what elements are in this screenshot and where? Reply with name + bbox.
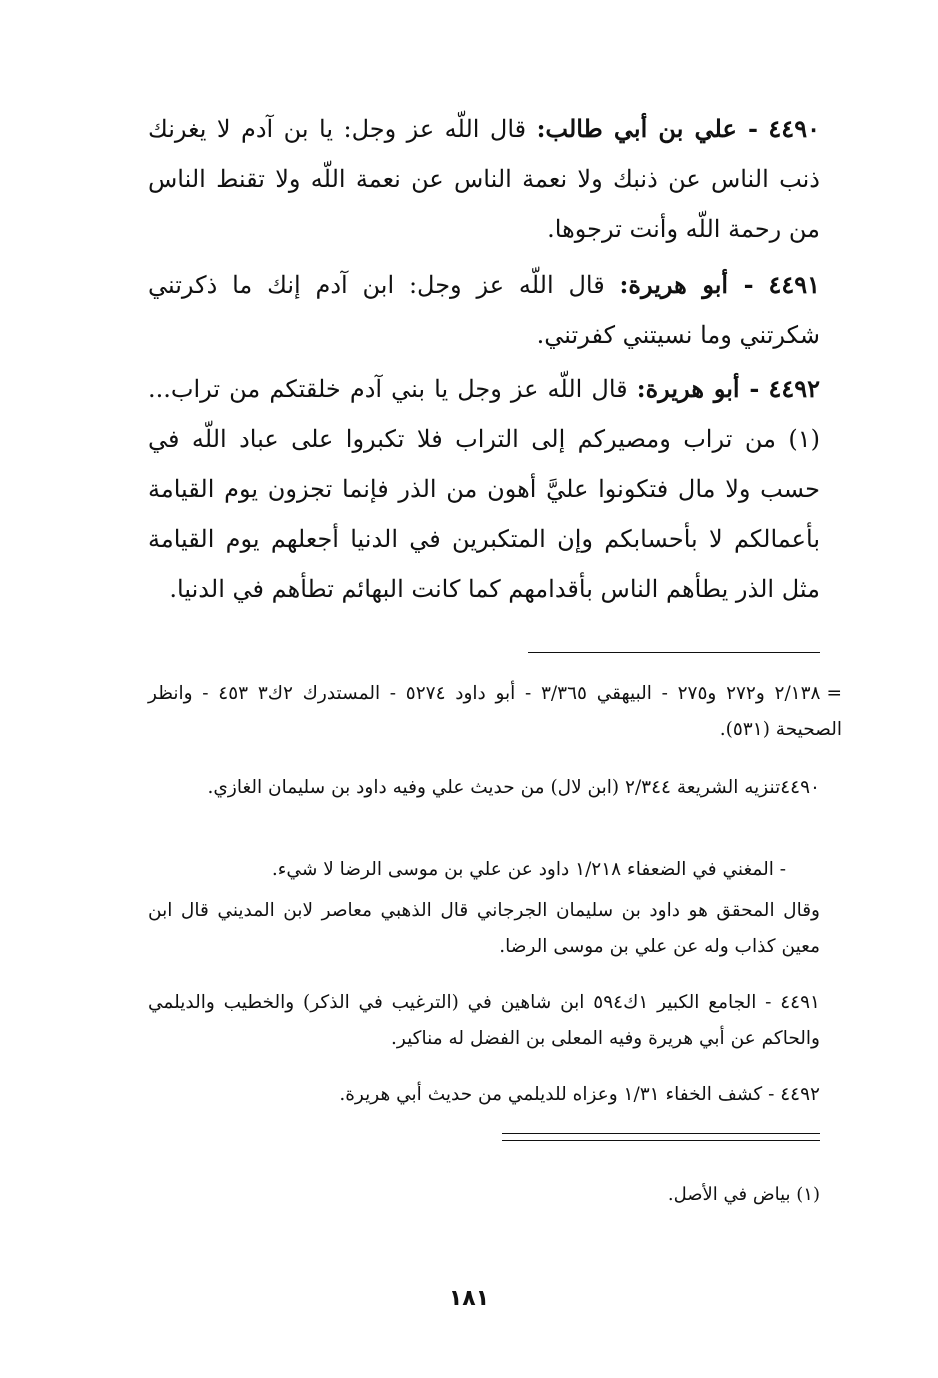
footnote-separator — [528, 652, 820, 653]
note-text: ٢/١٣٨ و٢٧٢ و٢٧٥ - البيهقي ٣/٣٦٥ - أبو داود ٥٢٧٤ - المستدرك ٢ك٣ ٤٥٣ - وانظر الصحيحة (٥٣١). — [148, 683, 842, 740]
note-4490-muhaqqiq: وقال المحقق هو داود بن سليمان الجرجاني قال الذهبي معاصر لابن المديني قال ابن معين كذاب وله عن علي بن موسى الرضا. — [148, 900, 820, 957]
double-separator-bottom — [502, 1140, 820, 1141]
hadith-number: ٤٤٩١ — [768, 270, 820, 299]
note-4492: ٤٤٩٢ - كشف الخفاء ١/٣١ وعزاه للديلمي من حديث أبي هريرة. — [339, 1084, 820, 1105]
hadith-narrator: علي بن أبي طالب: — [536, 114, 737, 143]
hadith-number: ٤٤٩٠ — [768, 114, 820, 143]
hadith-text: قال اللّه عز وجل: يا بن آدم لا يغرنك ذنب الناس عن ذنبك ولا نعمة الناس عن نعمة اللّه ولا تقنط الناس من رحمة اللّه وأنت ترجوها. — [148, 115, 820, 243]
hadith-text: قال اللّه عز وجل: ابن آدم إنك ما ذكرتني شكرتني وما نسيتني كفرتني. — [148, 271, 820, 349]
note-4491: ٤٤٩١ - الجامع الكبير ١ك٥٩٤ ابن شاهين في (الترغيب في الذكر) والخطيب والديلمي والحاكم عن أبي هريرة وفيه المعلى بن الفضل له مناكير. — [148, 992, 820, 1049]
hadith-4490: ٤٤٩٠ - علي بن أبي طالب: قال اللّه عز وجل: يا بن آدم لا يغرنك ذنب الناس عن ذنبك ولا نعمة الناس عن نعمة اللّه ولا تقنط الناس من رحمة اللّه وأنت ترجوها. — [148, 114, 820, 243]
note-4490: ٤٤٩٠تنزيه الشريعة ٢/٣٤٤ (ابن لال) من حديث علي وفيه داود بن سليمان الغازي. — [207, 777, 820, 798]
page-number: ١٨١ — [448, 1286, 490, 1311]
note-continuation — [148, 676, 842, 748]
hadith-4491: ٤٤٩١ - أبو هريرة: قال اللّه عز وجل: ابن آدم إنك ما ذكرتني شكرتني وما نسيتني كفرتني. — [148, 270, 820, 349]
note-4490-mughni: - المغني في الضعفاء ١/٢١٨ داود عن علي بن موسى الرضا لا شيء. — [271, 859, 786, 880]
hadith-narrator: أبو هريرة: — [619, 270, 729, 299]
hadith-number: ٤٤٩٢ — [768, 374, 820, 403]
continuation-marker: = — [826, 683, 843, 704]
hadith-text: قال اللّه عز وجل يا بني آدم خلقتكم من تراب... (١) من تراب ومصيركم إلى التراب فلا تكبروا على عباد اللّه في حسب ولا مال فتكونوا عليَّ أهون من الذر فإنما تجزون يوم القيامة بأعمالكم لا بأحسابكم وإن المتكبرين في الدنيا أجعلهم يوم القيامة مثل الذر يطأهم الناس بأقدامهم كما كانت البهائم تطأهم في الدنيا. — [148, 375, 820, 603]
document-page — [148, 0, 843, 1378]
hadith-4492: ٤٤٩٢ - أبو هريرة: قال اللّه عز وجل يا بني آدم خلقتكم من تراب... (١) من تراب ومصيركم إلى التراب فلا تكبروا على عباد اللّه في حسب ولا مال فتكونوا عليَّ أهون من الذر فإنما تجزون يوم القيامة بأعمالكم لا بأحسابكم وإن المتكبرين في الدنيا أجعلهم يوم القيامة مثل الذر يطأهم الناس بأقدامهم كما كانت البهائم تطأهم في الدنيا. — [148, 374, 820, 603]
hadith-narrator: أبو هريرة: — [636, 374, 740, 403]
footnote: (١) بياض في الأصل. — [667, 1184, 820, 1205]
double-separator-top — [502, 1133, 820, 1134]
